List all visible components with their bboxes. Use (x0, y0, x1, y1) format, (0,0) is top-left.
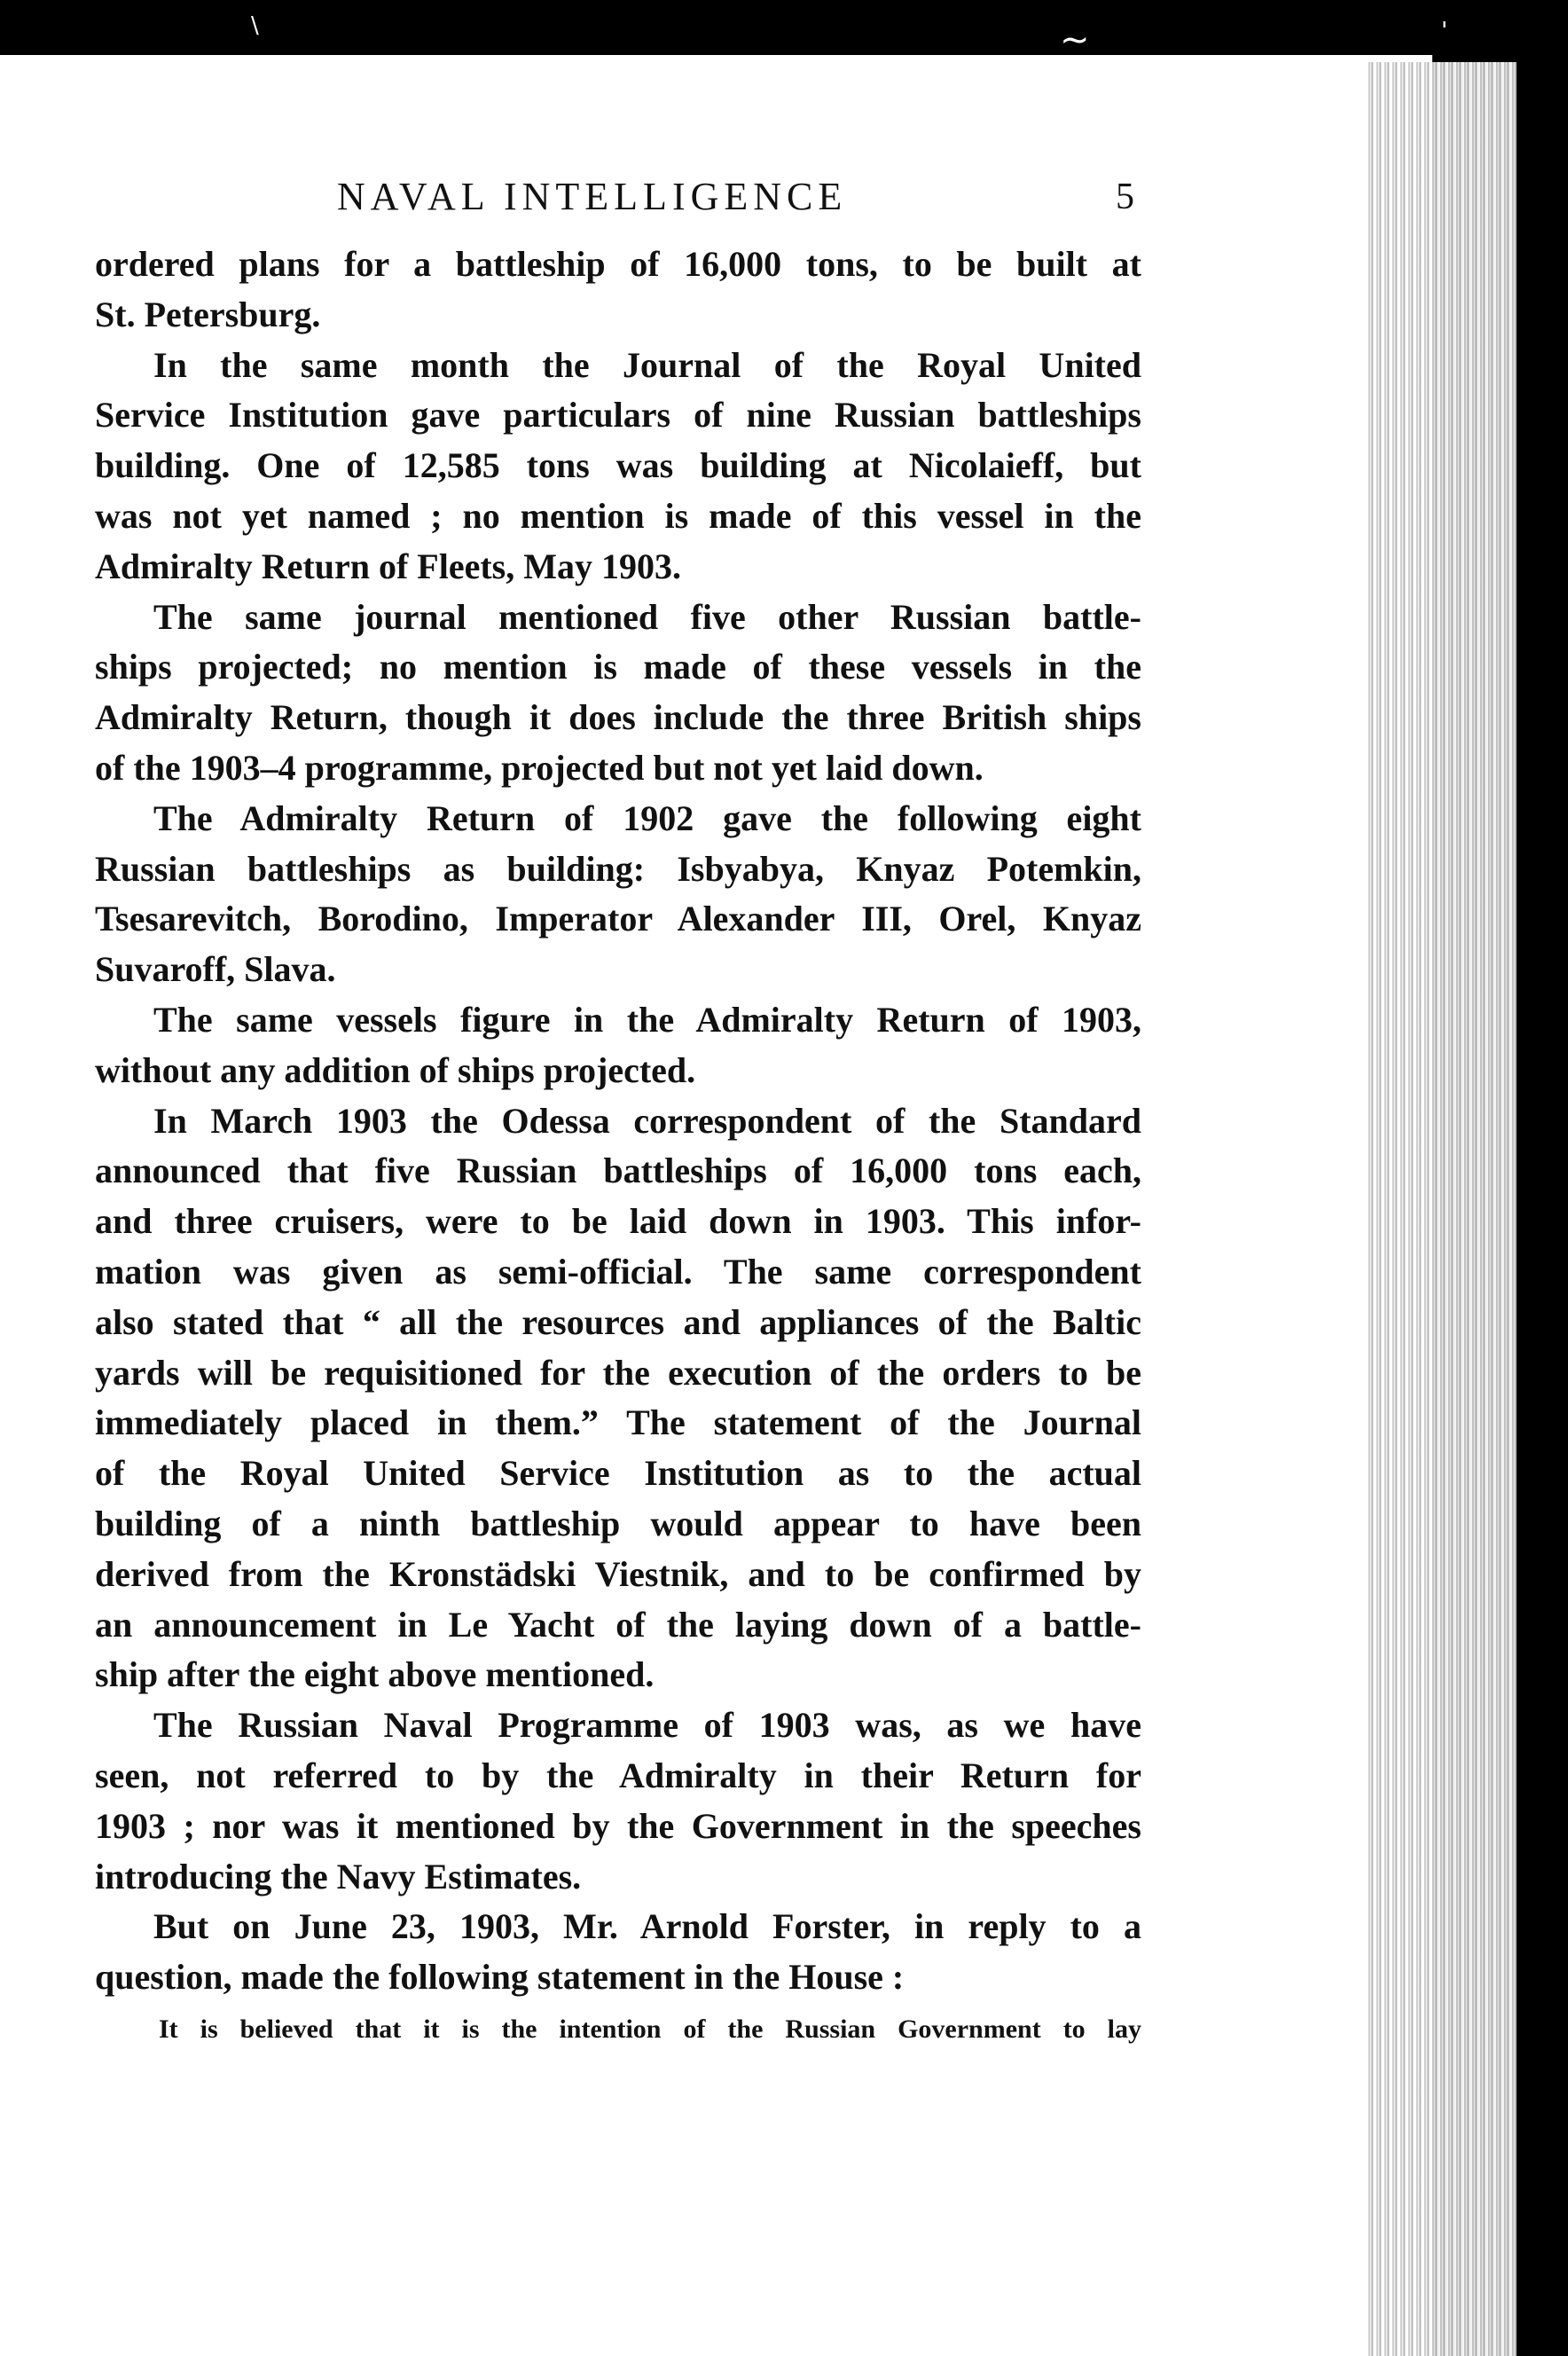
book-fore-edge (1366, 62, 1534, 2356)
text-line: 1903 ; nor was it mentioned by the Government in the speeches (95, 1805, 1141, 1846)
text-line: Suvaroff, Slava. (95, 949, 336, 990)
scan-speck-mark: \ (251, 12, 259, 39)
text-line: seen, not referred to by the Admiralty in their Return for (95, 1755, 1141, 1795)
scan-speck-mark: ' (1441, 18, 1448, 44)
text-line: mation was given as semi-official. The same correspondent (95, 1251, 1141, 1292)
text-line: was not yet named ; no mention is made of this vessel in the (95, 495, 1141, 536)
text-line: of the 1903–4 programme, projected but not yet laid down. (95, 747, 984, 788)
text-line: derived from the Kronstädski Viestnik, and to be confirmed by (95, 1553, 1141, 1594)
text-line: yards will be requisitioned for the execution of the orders to be (95, 1352, 1141, 1393)
text-line: The Admiralty Return of 1902 gave the following eight (153, 797, 1141, 838)
text-line: building of a ninth battleship would appear to have been (95, 1503, 1141, 1543)
text-line: announced that five Russian battleships of 16,000 tons each, (95, 1151, 1141, 1191)
running-title: NAVAL INTELLIGENCE (337, 175, 848, 218)
text-line: ordered plans for a battleship of 16,000 tons, to be built at (95, 244, 1141, 284)
text-line: Service Institution gave particulars of nine Russian battleships (95, 395, 1141, 436)
text-line: But on June 23, 1903, Mr. Arnold Forster, in reply to a (153, 1906, 1141, 1947)
text-line: and three cruisers, were to be laid down in 1903. This infor- (95, 1201, 1141, 1242)
scan-right-border (1517, 62, 1568, 2356)
text-line: Admiralty Return of Fleets, May 1903. (95, 546, 681, 586)
body-text (95, 240, 1141, 2053)
text-line: ship after the eight above mentioned. (95, 1654, 655, 1695)
scan-smudge-mark: ~ (1060, 20, 1090, 60)
scan-top-border (0, 0, 1568, 55)
text-line: In the same month the Journal of the Royal United (153, 344, 1141, 385)
text-line: of the Royal United Service Institution as to the actual (95, 1453, 1141, 1494)
text-line: Tsesarevitch, Borodino, Imperator Alexander III, Orel, Knyaz (95, 899, 1141, 939)
text-line: Russian battleships as building: Isbyabya, Knyaz Potemkin, (95, 848, 1141, 889)
text-line: without any addition of ships projected. (95, 1049, 696, 1090)
text-line: Admiralty Return, though it does include the three British ships (95, 697, 1141, 738)
text-line: introducing the Navy Estimates. (95, 1856, 582, 1897)
quote-line: It is believed that it is the intention of the Russian Government to lay (159, 2014, 1141, 2044)
text-line: building. One of 12,585 tons was building at Nicolaieff, but (95, 445, 1141, 486)
running-head (96, 174, 1142, 227)
text-line: an announcement in Le Yacht of the laying down of a battle- (95, 1604, 1141, 1645)
text-line: ships projected; no mention is made of these vessels in the (95, 647, 1141, 687)
text-line: St. Petersburg. (95, 294, 321, 334)
text-line: immediately placed in them.” The statement of the Journal (95, 1402, 1141, 1443)
text-line: The Russian Naval Programme of 1903 was, as we have (153, 1705, 1141, 1746)
text-line: In March 1903 the Odessa correspondent of the Standard (153, 1100, 1141, 1141)
text-line: The same vessels figure in the Admiralty Return of 1903, (153, 999, 1141, 1040)
page-number: 5 (1116, 177, 1134, 217)
text-line: also stated that “ all the resources and appliances of the Baltic (95, 1301, 1141, 1342)
text-line: The same journal mentioned five other Russian battle- (153, 596, 1141, 637)
text-line: question, made the following statement in the House : (95, 1957, 905, 1998)
